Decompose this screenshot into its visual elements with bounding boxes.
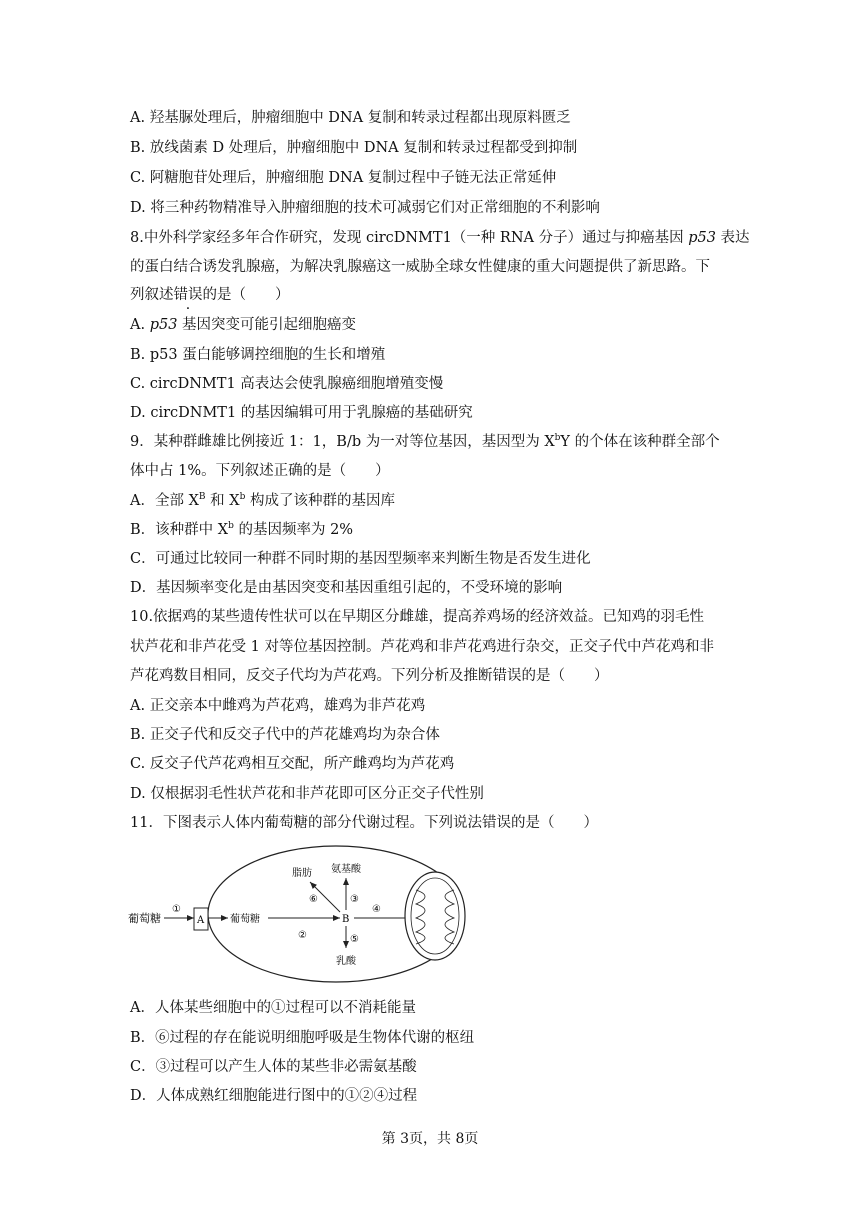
q10-option-d: D. 仅根据羽毛性状芦花和非芦花即可区分正交子代性别 — [130, 786, 484, 802]
glucose-metabolism-diagram — [128, 842, 468, 990]
q11-option-b: B．⑥过程的存在能说明细胞呼吸是生物体代谢的枢纽 — [130, 1030, 475, 1046]
step1-label: ① — [172, 904, 181, 915]
step2-label: ② — [298, 930, 307, 941]
q10-option-c: C. 反交子代芦花鸡相互交配，所产雌鸡均为芦花鸡 — [130, 756, 455, 772]
glucose-inside-label: 葡萄糖 — [230, 914, 260, 925]
q7-option-c: C. 阿糖胞苷处理后，肿瘤细胞 DNA 复制过程中子链无法正常延伸 — [130, 170, 557, 186]
q9-option-b: B．该种群中 $X^b$ 的基因频率为 2% — [130, 521, 354, 538]
q10-option-b: B. 正交子代和反交子代中的芦花雄鸡均为杂合体 — [130, 727, 440, 743]
q8-option-d: D. circDNMT1 的基因编辑可用于乳腺癌的基础研究 — [130, 405, 473, 421]
q8-stem-line1: 8.中外科学家经多年合作研究，发现 circDNMT1（一种 RNA 分子）通过与抑癌基因 p53 表达 — [130, 230, 750, 246]
q7-option-b: B. 放线菌素 D 处理后，肿瘤细胞中 DNA 复制和转录过程都受到抑制 — [130, 140, 578, 156]
node-b-label: B — [342, 914, 350, 925]
page-footer: 第 3页，共 8页 — [381, 1131, 479, 1147]
q7-option-d: D. 将三种药物精准导入肿瘤细胞的技术可减弱它们对正常细胞的不利影响 — [130, 200, 600, 216]
q10-stem-line3: 芦花鸡数目相同，反交子代均为芦花鸡。下列分析及推断错误的是（ ） — [130, 668, 609, 684]
q8-stem-line3: 列叙述错误的是（ ） — [130, 287, 290, 303]
step6-label: ⑥ — [309, 894, 318, 905]
q7-option-a: A. 羟基脲处理后，肿瘤细胞中 DNA 复制和转录过程都出现原料匮乏 — [130, 110, 571, 126]
q11-option-d: D．人体成熟红细胞能进行图中的①②④过程 — [130, 1088, 418, 1104]
step4-label: ④ — [372, 904, 381, 915]
step3-label: ③ — [350, 894, 359, 905]
q11-stem: 11．下图表示人体内葡萄糖的部分代谢过程。下列说法错误的是（ ） — [130, 815, 598, 831]
step5-label: ⑤ — [350, 934, 359, 945]
box-a-label: A — [197, 915, 205, 926]
lactic-acid-label: 乳酸 — [336, 956, 356, 967]
glucose-outside-label: 葡萄糖 — [128, 912, 161, 925]
emphasis-word: 错误 — [173, 287, 203, 303]
amino-acid-label: 氨基酸 — [331, 864, 361, 875]
q9-stem-line2: 体中占 1%。下列叙述正确的是（ ） — [130, 463, 390, 479]
q11-option-c: C．③过程可以产生人体的某些非必需氨基酸 — [130, 1059, 417, 1075]
q9-option-a: A．全部 $X^B$ 和 $X^b$ 构成了该种群的基因库 — [130, 492, 395, 509]
q11-option-a: A．人体某些细胞中的①过程可以不消耗能量 — [130, 1000, 416, 1016]
fat-label: 脂肪 — [292, 868, 312, 879]
q8-stem-line2: 的蛋白结合诱发乳腺癌，为解决乳腺癌这一威胁全球女性健康的重大问题提供了新思路。下 — [130, 259, 710, 275]
q10-stem-line2: 状芦花和非芦花受 1 对等位基因控制。芦花鸡和非芦花鸡进行杂交，正交子代中芦花鸡和非 — [130, 639, 714, 655]
q10-option-a: A. 正交亲本中雌鸡为芦花鸡，雄鸡为非芦花鸡 — [130, 698, 426, 714]
q8-option-c: C. circDNMT1 高表达会使乳腺癌细胞增殖变慢 — [130, 376, 444, 392]
q10-stem-line1: 10.依据鸡的某些遗传性状可以在早期区分雌雄，提高养鸡场的经济效益。已知鸡的羽毛性 — [130, 609, 705, 625]
q8-option-b: B. p53 蛋白能够调控细胞的生长和增殖 — [130, 347, 386, 363]
q9-stem-line1: 9．某种群雌雄比例接近 1：1，B/b 为一对等位基因，基因型为 $X^bY$ 的个体在该种群全部个 — [130, 433, 720, 450]
q9-option-c: C．可通过比较同一种群不同时期的基因型频率来判断生物是否发生进化 — [130, 551, 591, 567]
q8-option-a: A. p53 基因突变可能引起细胞癌变 — [130, 317, 357, 333]
mitochondrion-icon — [405, 872, 465, 960]
q9-option-d: D．基因频率变化是由基因突变和基因重组引起的，不受环境的影响 — [130, 580, 563, 596]
